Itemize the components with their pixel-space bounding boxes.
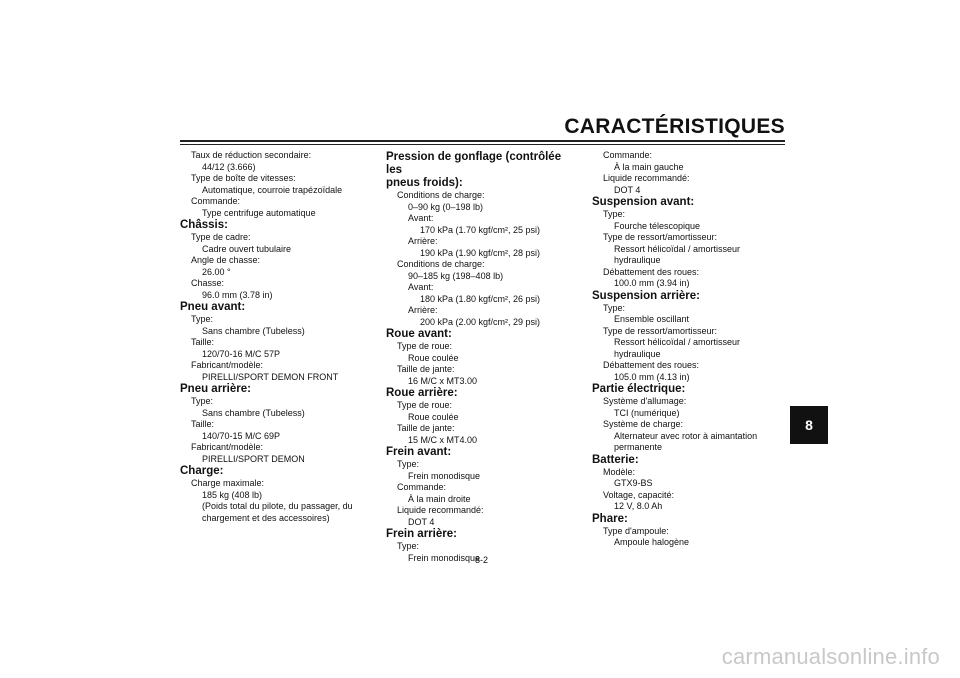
spec-label: Système de charge: bbox=[603, 419, 684, 429]
spec-subvalue: 170 kPa (1.70 kgf/cm², 25 psi) bbox=[420, 224, 541, 235]
spec-value: Arrière: bbox=[408, 305, 438, 315]
spec-value: 96.0 mm (3.78 in) bbox=[202, 289, 273, 300]
spec-value: hydraulique bbox=[614, 348, 661, 359]
page-title: CARACTÉRISTIQUES bbox=[564, 115, 785, 138]
section-heading: Pression de gonflage (contrôlée les bbox=[386, 151, 562, 176]
spec-value: 100.0 mm (3.94 in) bbox=[614, 278, 690, 288]
spec-value: Alternateur avec rotor à aimantation bbox=[614, 430, 758, 441]
spec-label: Taille: bbox=[191, 337, 215, 347]
spec-column-1 bbox=[180, 150, 370, 524]
spec-label: Type: bbox=[191, 314, 214, 324]
spec-value: Automatique, courroie trapézoïdale bbox=[202, 184, 343, 195]
spec-label: Voltage, capacité: bbox=[603, 489, 675, 500]
spec-label: Type: bbox=[191, 396, 214, 406]
spec-value: 90–185 kg (198–408 lb) bbox=[408, 270, 504, 281]
spec-value: Roue coulée bbox=[408, 352, 459, 363]
spec-label: Taux de réduction secondaire: bbox=[191, 150, 312, 160]
spec-label: Type de boîte de vitesses: bbox=[191, 173, 296, 183]
spec-value: 185 kg (408 lb) bbox=[202, 489, 263, 500]
spec-value: À la main gauche bbox=[614, 161, 684, 172]
page-number: 8-2 bbox=[475, 555, 489, 565]
spec-label: Taille de jante: bbox=[397, 423, 455, 433]
spec-value: DOT 4 bbox=[614, 184, 641, 195]
spec-label: Taille de jante: bbox=[397, 364, 455, 374]
section-heading: Partie électrique: bbox=[592, 383, 686, 395]
spec-value: TCI (numérique) bbox=[614, 407, 680, 418]
spec-value: Ressort hélicoïdal / amortisseur bbox=[614, 337, 741, 347]
spec-label: Fabricant/modèle: bbox=[191, 360, 264, 370]
spec-value: 140/70-15 M/C 69P bbox=[202, 430, 281, 441]
spec-label: Chasse: bbox=[191, 278, 225, 288]
spec-label: Type de roue: bbox=[397, 341, 453, 351]
spec-label: Fabricant/modèle: bbox=[191, 442, 264, 452]
spec-value: Cadre ouvert tubulaire bbox=[202, 243, 292, 254]
chapter-tab bbox=[790, 406, 828, 444]
watermark: carmanualsonline.info bbox=[721, 644, 940, 669]
spec-label: Type: bbox=[397, 541, 420, 551]
spec-value: 12 V, 8.0 Ah bbox=[614, 501, 663, 511]
spec-label: Angle de chasse: bbox=[191, 255, 261, 265]
spec-value: (Poids total du pilote, du passager, du bbox=[202, 501, 353, 511]
spec-label: Liquide recommandé: bbox=[603, 173, 690, 183]
section-heading: Roue arrière: bbox=[386, 387, 458, 399]
spec-subvalue: 200 kPa (2.00 kgf/cm², 29 psi) bbox=[420, 316, 541, 327]
section-heading: Batterie: bbox=[592, 453, 639, 466]
spec-value: Avant: bbox=[408, 213, 434, 223]
spec-label: Taille: bbox=[191, 419, 215, 429]
spec-value: Arrière: bbox=[408, 236, 438, 246]
section-heading: Roue avant: bbox=[386, 328, 452, 340]
spec-value: À la main droite bbox=[408, 493, 471, 504]
spec-value: permanente bbox=[614, 442, 663, 452]
spec-column-3 bbox=[592, 150, 782, 549]
section-heading: Frein arrière: bbox=[386, 528, 457, 540]
spec-value: Roue coulée bbox=[408, 411, 459, 422]
spec-label: Type: bbox=[603, 209, 626, 219]
spec-value: Sans chambre (Tubeless) bbox=[202, 407, 305, 418]
spec-value: Ampoule halogène bbox=[614, 537, 690, 547]
spec-label: Type de roue: bbox=[397, 400, 453, 410]
section-heading: Châssis: bbox=[180, 219, 228, 231]
spec-value: PIRELLI/SPORT DEMON bbox=[202, 453, 305, 464]
spec-value: DOT 4 bbox=[408, 516, 435, 527]
spec-label: Débattement des roues: bbox=[603, 266, 700, 277]
spec-value: chargement et des accessoires) bbox=[202, 512, 330, 523]
spec-subvalue: 180 kPa (1.80 kgf/cm², 26 psi) bbox=[420, 293, 541, 304]
spec-value: Frein monodisque bbox=[408, 552, 481, 563]
spec-label: Type de cadre: bbox=[191, 232, 251, 242]
spec-value: Fourche télescopique bbox=[614, 220, 701, 231]
section-heading: pneus froids): bbox=[386, 177, 463, 189]
spec-value: 26.00 ° bbox=[202, 266, 231, 277]
spec-value: 15 M/C x MT4.00 bbox=[408, 434, 478, 445]
spec-label: Type de ressort/amortisseur: bbox=[603, 325, 718, 336]
spec-column-2 bbox=[386, 151, 576, 564]
spec-value: PIRELLI/SPORT DEMON FRONT bbox=[202, 371, 339, 382]
chapter-tab-label: 8 bbox=[805, 417, 813, 433]
spec-value: 16 M/C x MT3.00 bbox=[408, 375, 478, 386]
spec-value: 105.0 mm (4.13 in) bbox=[614, 371, 690, 382]
spec-label: Liquide recommandé: bbox=[397, 505, 484, 515]
spec-label: Type d'ampoule: bbox=[603, 525, 669, 536]
section-heading: Pneu arrière: bbox=[180, 383, 251, 395]
spec-value: 0–90 kg (0–198 lb) bbox=[408, 201, 484, 212]
section-heading: Suspension arrière: bbox=[592, 289, 701, 302]
spec-value: Type centrifuge automatique bbox=[202, 207, 316, 218]
spec-label: Commande: bbox=[191, 196, 241, 206]
section-heading: Phare: bbox=[592, 512, 628, 525]
header-rule-bottom bbox=[180, 144, 785, 145]
spec-value: 44/12 (3.666) bbox=[202, 161, 256, 172]
spec-value: GTX9-BS bbox=[614, 478, 653, 488]
spec-label: Commande: bbox=[603, 150, 653, 160]
spec-value: Ressort hélicoïdal / amortisseur bbox=[614, 243, 741, 254]
spec-label: Système d'allumage: bbox=[603, 396, 687, 406]
section-heading: Charge: bbox=[180, 465, 224, 477]
spec-value: hydraulique bbox=[614, 255, 661, 265]
section-heading: Frein avant: bbox=[386, 446, 452, 458]
spec-label: Modèle: bbox=[603, 466, 636, 477]
spec-value: Frein monodisque bbox=[408, 470, 481, 481]
spec-label: Charge maximale: bbox=[191, 478, 265, 488]
spec-value: Ensemble oscillant bbox=[614, 314, 690, 324]
header-rule-top bbox=[180, 140, 785, 142]
spec-label: Conditions de charge: bbox=[397, 259, 485, 269]
spec-label: Type de ressort/amortisseur: bbox=[603, 232, 718, 242]
section-heading: Suspension avant: bbox=[592, 196, 695, 208]
spec-label: Commande: bbox=[397, 482, 447, 492]
spec-label: Débattement des roues: bbox=[603, 360, 700, 370]
spec-label: Type: bbox=[603, 302, 626, 313]
section-heading: Pneu avant: bbox=[180, 301, 246, 313]
spec-label: Type: bbox=[397, 459, 420, 469]
spec-value: 120/70-16 M/C 57P bbox=[202, 348, 281, 359]
spec-value: Sans chambre (Tubeless) bbox=[202, 325, 305, 336]
spec-value: Avant: bbox=[408, 282, 434, 292]
spec-label: Conditions de charge: bbox=[397, 190, 485, 200]
spec-subvalue: 190 kPa (1.90 kgf/cm², 28 psi) bbox=[420, 247, 541, 258]
